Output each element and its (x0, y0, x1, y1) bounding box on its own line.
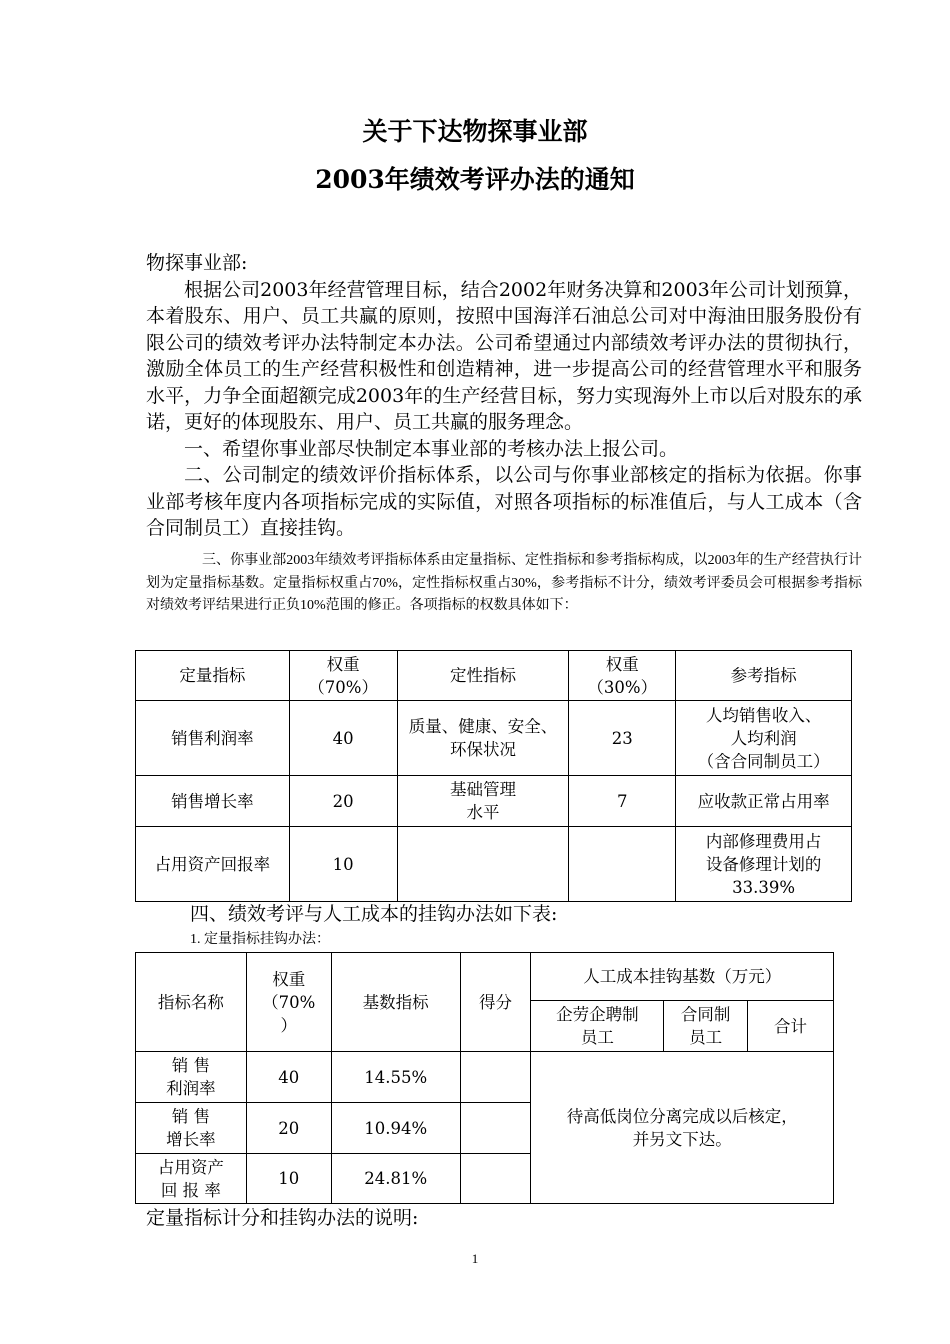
header-weight-30: 权重 （30%） (569, 651, 676, 701)
header-weight-70: 权重 （70%） (289, 651, 397, 701)
subsection-one: 1. 定量指标挂钩办法： (190, 932, 330, 947)
weights-table (135, 650, 852, 902)
header-ref: 参考指标 (676, 651, 852, 701)
cell-weight: 10 (289, 827, 397, 902)
cell-qual: 基础管理 水平 (397, 776, 569, 827)
table-row (136, 776, 852, 827)
cell-qual-empty (397, 827, 569, 902)
header-cost: 人工成本挂钩基数（万元） (531, 953, 834, 1001)
cell-weight: 10 (246, 1154, 331, 1204)
section-four: 四、绩效考评与人工成本的挂钩办法如下表: (190, 903, 558, 925)
cell-score-empty (460, 1103, 531, 1154)
hook-table (135, 952, 834, 1204)
explanation-heading: 定量指标计分和挂钩办法的说明: (146, 1207, 419, 1229)
cell-base: 24.81% (331, 1154, 460, 1204)
cell-score-empty (460, 1154, 531, 1204)
table-row (136, 701, 852, 776)
header-cost-c3: 合计 (748, 1001, 834, 1052)
table-row (136, 1052, 834, 1103)
cell-quant: 占用资产回报率 (136, 827, 290, 902)
page-number: 1 (471, 1251, 479, 1266)
item-two: 二、公司制定的绩效评价指标体系，以公司与你事业部核定的指标为依据。你事业部考核年度内各项指标完成的实际值，对照各项指标的标准值后，与人工成本（含合同制员工）直接挂钩。 (146, 464, 862, 539)
cell-weight: 20 (289, 776, 397, 827)
cell-ref: 内部修理费用占 设备修理计划的 33.39% (676, 827, 852, 902)
cell-ref: 人均销售收入、 人均利润 （含合同制员工） (676, 701, 852, 776)
salutation: 物探事业部: (146, 252, 248, 274)
cell-weight: 7 (569, 776, 676, 827)
item-one: 一、希望你事业部尽快制定本事业部的考核办法上报公司。 (184, 437, 679, 460)
cell-pending: 待高低岗位分离完成以后核定， 并另文下达。 (531, 1052, 834, 1204)
header-score: 得分 (460, 953, 531, 1052)
cell-weight-empty (569, 827, 676, 902)
cell-quant: 销售利润率 (136, 701, 290, 776)
header-name: 指标名称 (136, 953, 247, 1052)
paragraph-intro: 根据公司2003年经营管理目标，结合2002年财务决算和2003年公司计划预算，本着股东、用户、员工共赢的原则，按照中国海洋石油总公司对中海油田服务股份有限公司的绩效考评办法特制定本办法。公司希望通过内部绩效考评办法的贯彻执行，激励全体员工的生产经营积极性和创造精神，进一步提高公司的经营管理水平和服务水平，力争全面超额完成2003年的生产经营目标，努力实现海外上市以后对股东的承诺，更好的体现股东、用户、员工共赢的服务理念。 (146, 278, 862, 433)
header-weight: 权重 （70% ） (246, 953, 331, 1052)
header-qual: 定性指标 (397, 651, 569, 701)
table-row (136, 827, 852, 902)
cell-weight: 20 (246, 1103, 331, 1154)
item-three-block (146, 550, 862, 618)
header-cost-c1: 企劳企聘制 员工 (531, 1001, 664, 1052)
cell-quant: 销售增长率 (136, 776, 290, 827)
header-base: 基数指标 (331, 953, 460, 1052)
cell-base: 14.55% (331, 1052, 460, 1103)
cell-ref: 应收款正常占用率 (676, 776, 852, 827)
cell-weight: 23 (569, 701, 676, 776)
doc-title-line2: 2003年绩效考评办法的通知 (315, 165, 635, 194)
table-header-row (136, 953, 834, 1001)
body-text (146, 250, 862, 542)
cell-name: 占用资产 回 报 率 (136, 1154, 247, 1204)
cell-weight: 40 (289, 701, 397, 776)
cell-base: 10.94% (331, 1103, 460, 1154)
cell-name: 销 售 利润率 (136, 1052, 247, 1103)
cell-score-empty (460, 1052, 531, 1103)
table-header-row (136, 651, 852, 701)
header-cost-c2: 合同制 员工 (664, 1001, 748, 1052)
item-three: 三、你事业部2003年绩效考评指标体系由定量指标、定性指标和参考指标构成，以2003年的生产经营执行计划为定量指标基数。定量指标权重占70%，定性指标权重占30%，参考指标不计分，绩效考评委员会可根据参考指标对绩效考评结果进行正负10%范围的修正。各项指标的权数具体如下： (146, 553, 862, 613)
cell-qual: 质量、健康、安全、 环保状况 (397, 701, 569, 776)
cell-weight: 40 (246, 1052, 331, 1103)
header-quant: 定量指标 (136, 651, 290, 701)
cell-name: 销 售 增长率 (136, 1103, 247, 1154)
doc-title-line1: 关于下达物探事业部 (362, 117, 588, 146)
